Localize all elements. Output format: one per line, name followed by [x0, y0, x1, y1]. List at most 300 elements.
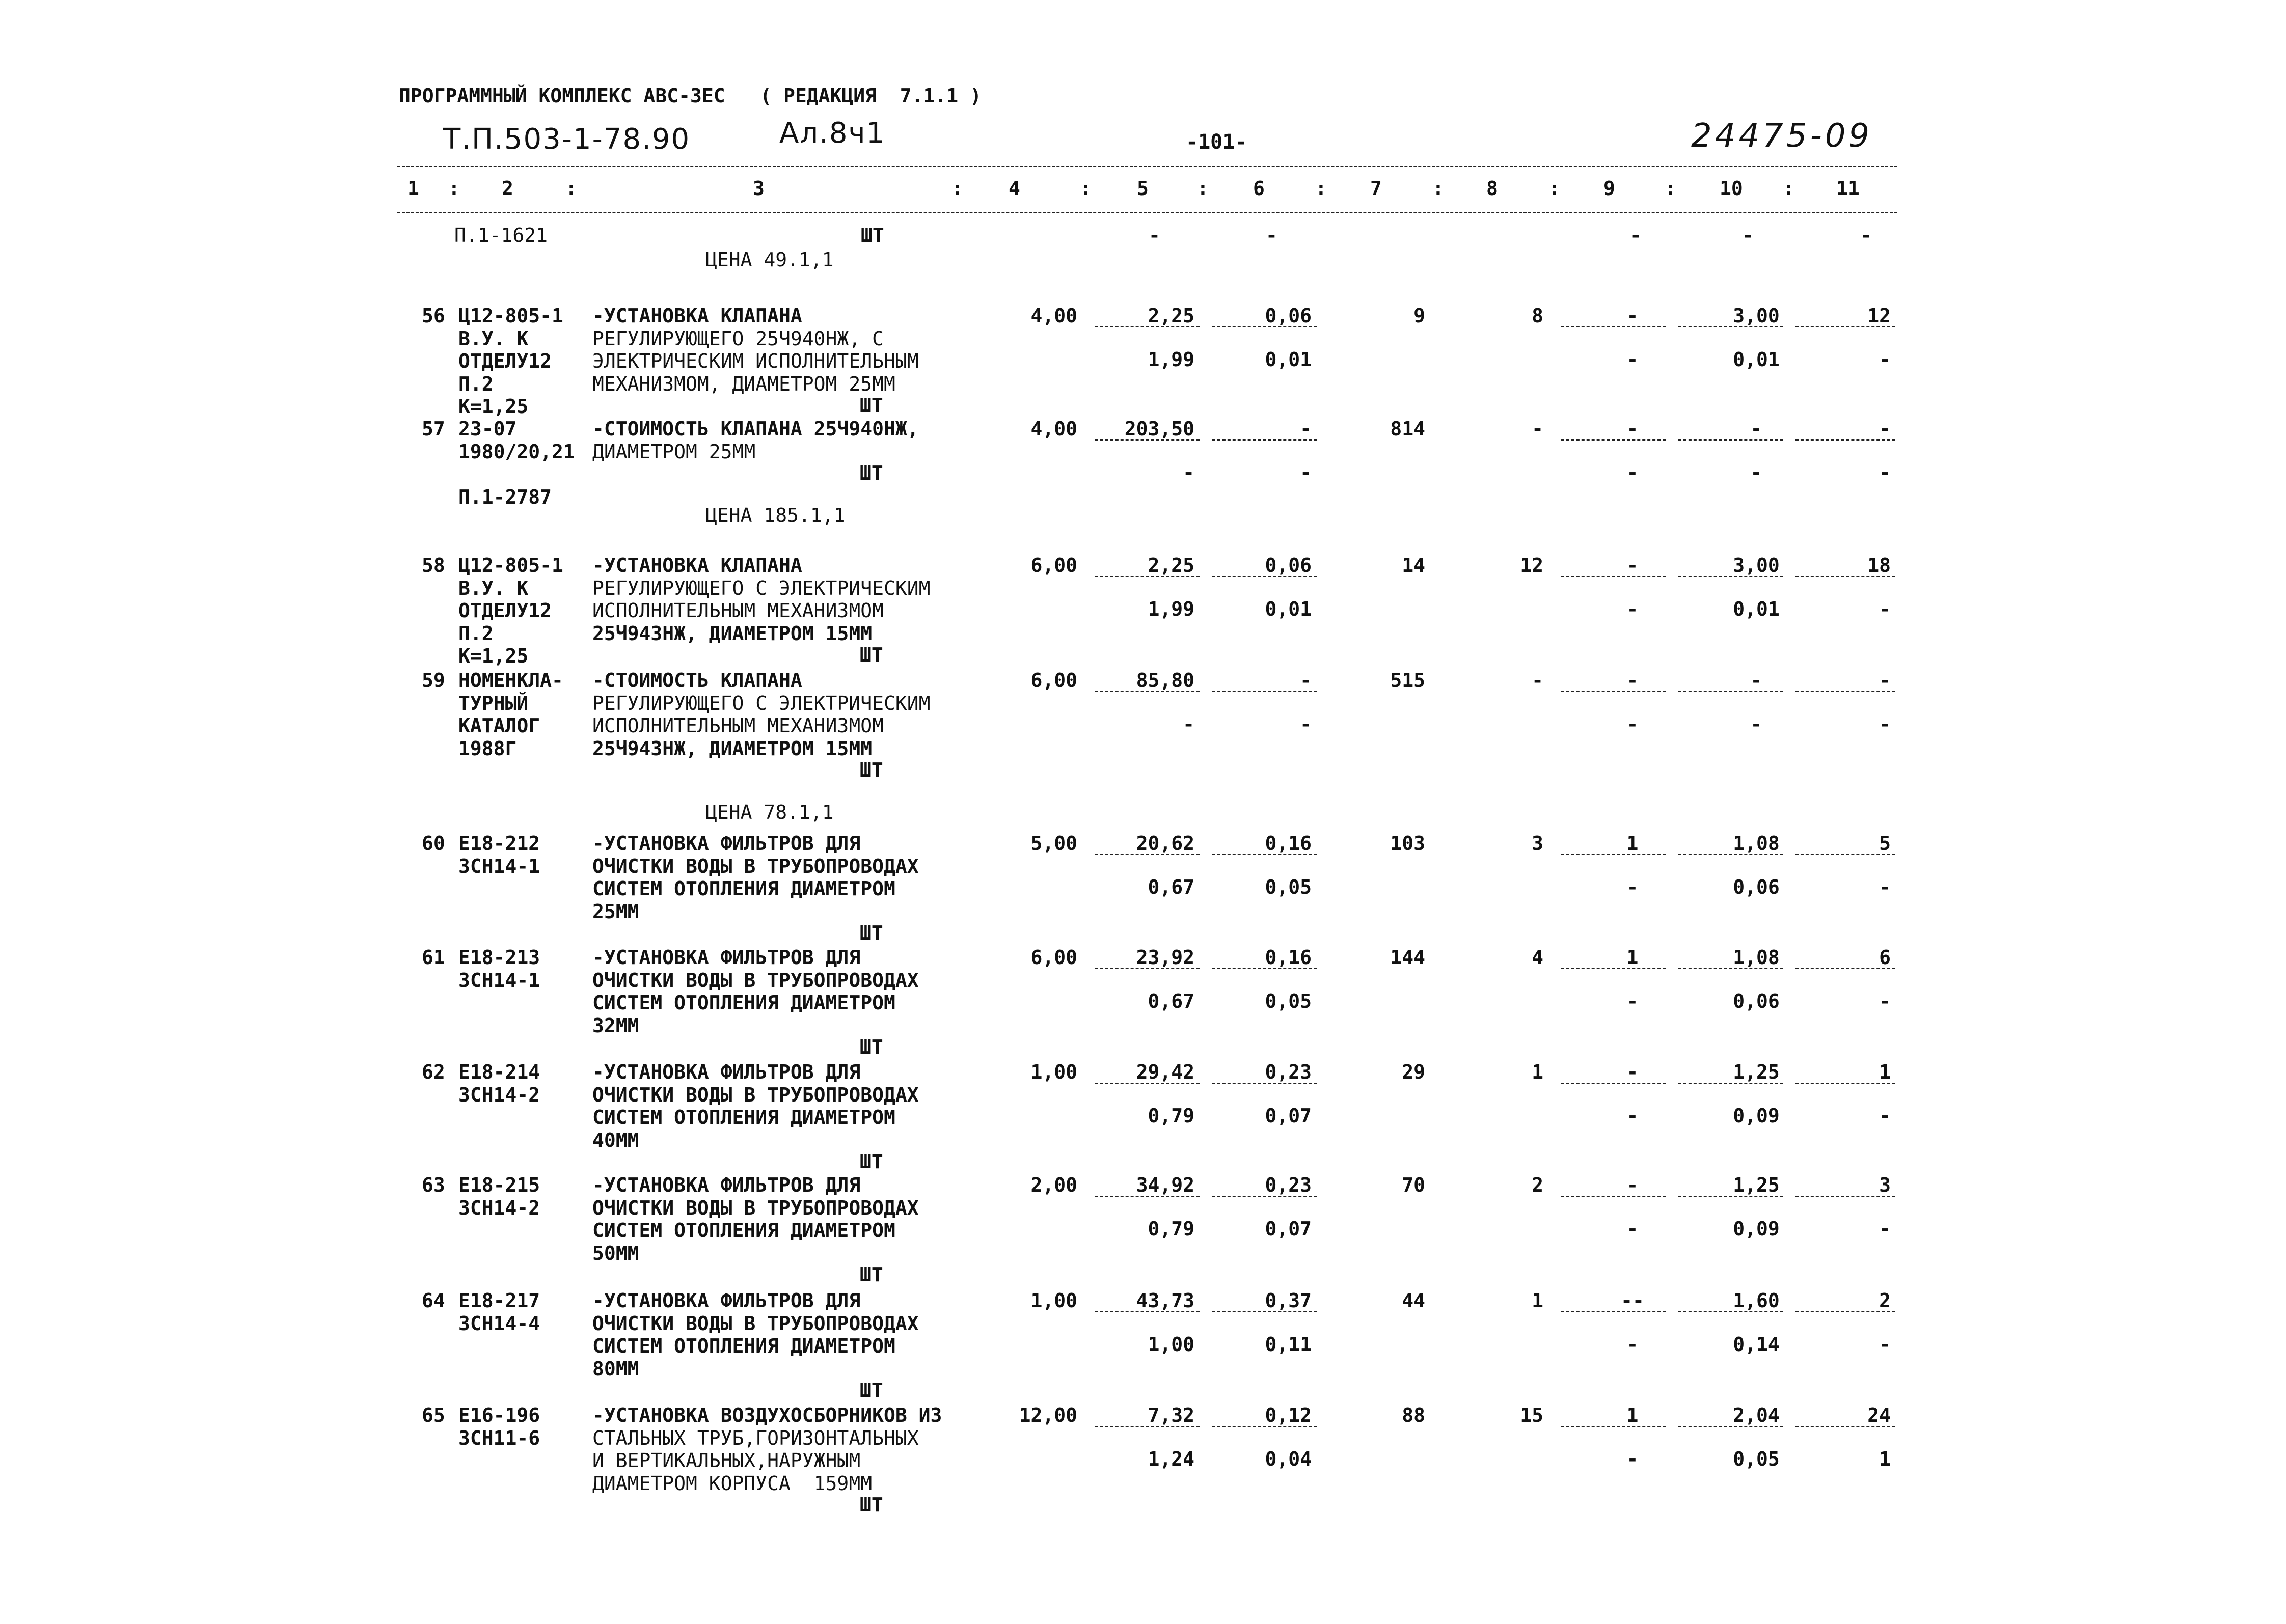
row-description-line: -УСТАНОВКА КЛАПАНА: [592, 305, 802, 327]
subcell-6: 0,05: [1265, 876, 1312, 898]
col-4: 4: [1009, 177, 1020, 200]
subtotal-rule: [1795, 854, 1895, 855]
subcell-11: -: [1879, 598, 1891, 620]
cell-4: 12,00: [1019, 1404, 1077, 1426]
subtotal-rule: [1095, 1426, 1200, 1427]
subcell-10: 0,06: [1733, 990, 1780, 1012]
cell-9: 1: [1626, 832, 1639, 855]
col-sep: :: [1432, 177, 1444, 200]
subtotal-rule: [1678, 968, 1783, 969]
row-unit: ШТ: [860, 1263, 883, 1286]
subcell-6: 0,07: [1265, 1105, 1312, 1127]
cell-11: -: [1879, 418, 1891, 440]
cell-4: 4,00: [1030, 418, 1077, 440]
subcell-10: 0,09: [1733, 1105, 1780, 1127]
cell-9: -: [1626, 1061, 1639, 1083]
subtotal-rule: [1795, 439, 1895, 441]
cell-8: 15: [1520, 1404, 1543, 1426]
subcell-6: -: [1300, 713, 1312, 735]
cell-6: 0,23: [1265, 1174, 1312, 1196]
row-unit: ШТ: [861, 224, 884, 246]
header-rule-bottom: [397, 212, 1897, 213]
subtotal-rule: [1795, 968, 1895, 969]
subtotal-rule: [1795, 1196, 1895, 1197]
cell-6: 0,12: [1265, 1404, 1312, 1426]
subcell-6: 0,01: [1265, 598, 1312, 620]
cell-10: -: [1750, 669, 1762, 692]
row-description-line: -УСТАНОВКА ФИЛЬТРОВ ДЛЯ: [592, 1289, 861, 1312]
page-number: -101-: [1186, 130, 1247, 154]
cell-10: -: [1750, 418, 1762, 440]
subcell-6: 0,01: [1265, 348, 1312, 371]
row-description-line: ИСПОЛНИТЕЛЬНЫМ МЕХАНИЗМОМ: [592, 599, 884, 622]
cell-11: 12: [1867, 305, 1891, 327]
subcell-5: 0,79: [1148, 1218, 1194, 1240]
cell-10: -: [1742, 224, 1754, 246]
subcell-9: -: [1626, 598, 1639, 620]
subtotal-rule: [1795, 691, 1895, 692]
row-code-line: КАТАЛОГ: [458, 714, 540, 737]
subcell-11: -: [1879, 990, 1891, 1012]
cell-7: 9: [1413, 305, 1425, 327]
subcell-6: -: [1300, 461, 1312, 484]
subcell-9: -: [1626, 1218, 1639, 1240]
cell-6: 0,16: [1265, 946, 1312, 969]
subtotal-rule: [1561, 691, 1666, 692]
row-description-line: СИСТЕМ ОТОПЛЕНИЯ ДИАМЕТРОМ: [592, 1106, 895, 1128]
cell-5: 2,25: [1148, 554, 1194, 576]
subtotal-rule: [1212, 691, 1317, 692]
row-unit: ШТ: [860, 1036, 883, 1058]
row-description-line: 25Ч943НЖ, ДИАМЕТРОМ 15ММ: [592, 622, 873, 645]
subcell-9: -: [1626, 461, 1639, 484]
col-5: 5: [1137, 177, 1149, 200]
cell-9: 1: [1626, 1404, 1639, 1426]
cell-9: -: [1626, 669, 1639, 692]
row-description-line: ЭЛЕКТРИЧЕСКИМ ИСПОЛНИТЕЛЬНЫМ: [592, 350, 919, 372]
cell-11: 24: [1867, 1404, 1891, 1426]
album-number: Ал.8ч1: [779, 117, 886, 150]
subcell-9: -: [1626, 1448, 1639, 1470]
cell-9: -: [1626, 554, 1639, 576]
cell-8: -: [1532, 669, 1543, 692]
subtotal-rule: [1795, 1083, 1895, 1084]
row-description-line: СИСТЕМ ОТОПЛЕНИЯ ДИАМЕТРОМ: [592, 992, 895, 1014]
col-sep: :: [951, 177, 963, 200]
row-code-line: ЗСН14-2: [458, 1083, 540, 1106]
row-description-line: -УСТАНОВКА ВОЗДУХОСБОРНИКОВ ИЗ: [592, 1404, 942, 1426]
subcell-6: 0,04: [1265, 1448, 1312, 1470]
col-sep: :: [1665, 177, 1676, 200]
cell-10: 3,00: [1733, 554, 1780, 576]
subtotal-rule: [1095, 968, 1200, 969]
subtotal-rule: [1095, 691, 1200, 692]
cell-11: -: [1860, 224, 1872, 246]
subcell-11: -: [1879, 1333, 1891, 1356]
row-description-line: ОЧИСТКИ ВОДЫ В ТРУБОПРОВОДАХ: [592, 1196, 919, 1219]
subcell-9: -: [1626, 348, 1639, 371]
cell-6: -: [1300, 418, 1312, 440]
row-number: 57: [422, 418, 445, 440]
row-description-line: -УСТАНОВКА ФИЛЬТРОВ ДЛЯ: [592, 1061, 861, 1083]
subcell-5: 1,99: [1148, 348, 1194, 371]
row-description-line: ИСПОЛНИТЕЛЬНЫМ МЕХАНИЗМОМ: [592, 714, 884, 737]
col-sep: :: [448, 177, 460, 200]
row-code-line: Е18-217: [458, 1289, 540, 1312]
cell-10: 1,08: [1733, 946, 1780, 969]
cell-10: 1,60: [1733, 1289, 1780, 1312]
row-code-line: Ц12-805-1: [458, 554, 563, 576]
row-description-line: -УСТАНОВКА ФИЛЬТРОВ ДЛЯ: [592, 946, 861, 969]
row-description-line: ДИАМЕТРОМ КОРПУСА 159ММ: [592, 1472, 873, 1495]
col-9: 9: [1603, 177, 1615, 200]
row-code: П.1-1621: [454, 224, 548, 246]
cell-10: 1,08: [1733, 832, 1780, 855]
row-description-line: ОЧИСТКИ ВОДЫ В ТРУБОПРОВОДАХ: [592, 1083, 919, 1106]
cell-6: 0,37: [1265, 1289, 1312, 1312]
row-number: 56: [422, 305, 445, 327]
subcell-9: -: [1626, 990, 1639, 1012]
subtotal-rule: [1212, 1196, 1317, 1197]
cell-7: 144: [1390, 946, 1425, 969]
subcell-5: 0,79: [1148, 1105, 1194, 1127]
subcell-10: 0,09: [1733, 1218, 1780, 1240]
row-description-line: 80ММ: [592, 1357, 639, 1380]
cell-5: 34,92: [1136, 1174, 1194, 1196]
subcell-6: 0,07: [1265, 1218, 1312, 1240]
cell-5: 2,25: [1148, 305, 1194, 327]
row-code-line: 1980/20,21: [458, 440, 575, 463]
subtotal-rule: [1678, 439, 1783, 441]
row-description-line: СИСТЕМ ОТОПЛЕНИЯ ДИАМЕТРОМ: [592, 1335, 895, 1357]
cell-7: 814: [1390, 418, 1425, 440]
subtotal-rule: [1212, 854, 1317, 855]
row-description-line: 32ММ: [592, 1014, 639, 1037]
subtotal-rule: [1212, 326, 1317, 327]
price-line: ЦЕНА 185.1,1: [705, 504, 846, 527]
subcell-11: -: [1879, 461, 1891, 484]
subcell-9: -: [1626, 876, 1639, 898]
row-description-line: И ВЕРТИКАЛЬНЫХ,НАРУЖНЫМ: [592, 1449, 861, 1472]
row-code-line: П.2: [458, 372, 494, 395]
row-code-line: Е18-215: [458, 1174, 540, 1196]
row-code-line: НОМЕНКЛА-: [458, 669, 563, 692]
cell-11: 1: [1879, 1061, 1891, 1083]
cell-7: 29: [1402, 1061, 1425, 1083]
cell-9: 1: [1626, 946, 1639, 969]
row-unit: ШТ: [860, 462, 883, 484]
subtotal-rule: [1678, 1426, 1783, 1427]
subcell-5: 1,24: [1148, 1448, 1194, 1470]
subtotal-rule: [1678, 326, 1783, 327]
cell-10: 1,25: [1733, 1061, 1780, 1083]
cell-9: -: [1626, 305, 1639, 327]
col-sep: :: [1080, 177, 1092, 200]
cell-8: 1: [1532, 1289, 1543, 1312]
cell-7: 88: [1402, 1404, 1425, 1426]
subtotal-rule: [1212, 439, 1317, 441]
cell-8: 12: [1520, 554, 1543, 576]
col-10: 10: [1720, 177, 1743, 200]
cell-7: 103: [1390, 832, 1425, 855]
subtotal-rule: [1212, 1083, 1317, 1084]
subtotal-rule: [1678, 1311, 1783, 1312]
row-description-line: СИСТЕМ ОТОПЛЕНИЯ ДИАМЕТРОМ: [592, 877, 895, 900]
row-description-line: 25Ч943НЖ, ДИАМЕТРОМ 15ММ: [592, 737, 873, 760]
cell-6: 0,06: [1265, 554, 1312, 576]
row-number: 61: [422, 946, 445, 969]
cell-10: 3,00: [1733, 305, 1780, 327]
row-code-line: П.1-2787: [458, 485, 552, 508]
cell-7: 70: [1402, 1174, 1425, 1196]
col-1: 1: [407, 177, 419, 200]
subtotal-rule: [1095, 1083, 1200, 1084]
cell-11: -: [1879, 669, 1891, 692]
cell-5: 43,73: [1136, 1289, 1194, 1312]
cell-4: 2,00: [1030, 1174, 1077, 1196]
row-code-line: K=1,25: [458, 395, 529, 418]
col-3: 3: [753, 177, 765, 200]
subtotal-rule: [1095, 326, 1200, 327]
cell-4: 6,00: [1030, 669, 1077, 692]
cell-11: 5: [1879, 832, 1891, 855]
cell-11: 18: [1867, 554, 1891, 576]
cell-8: 2: [1532, 1174, 1543, 1196]
row-description-line: 40ММ: [592, 1128, 639, 1151]
row-code-line: ОТДЕЛУ12: [458, 350, 552, 372]
row-unit: ШТ: [860, 1379, 883, 1401]
cell-6: 0,23: [1265, 1061, 1312, 1083]
cell-8: -: [1532, 418, 1543, 440]
row-description-line: ДИАМЕТРОМ 25ММ: [592, 440, 756, 463]
cell-4: 4,00: [1030, 305, 1077, 327]
cell-7: 44: [1402, 1289, 1425, 1312]
subcell-10: 0,06: [1733, 876, 1780, 898]
row-description-line: -СТОИМОСТЬ КЛАПАНА 25Ч940НЖ,: [592, 418, 919, 440]
subcell-6: 0,11: [1265, 1333, 1312, 1356]
cell-11: 2: [1879, 1289, 1891, 1312]
row-description-line: СИСТЕМ ОТОПЛЕНИЯ ДИАМЕТРОМ: [592, 1219, 895, 1242]
row-code-line: ЗСН11-6: [458, 1426, 540, 1449]
row-description-line: 50ММ: [592, 1242, 639, 1264]
subtotal-rule: [1678, 691, 1783, 692]
row-number: 58: [422, 554, 445, 576]
subcell-11: 1: [1879, 1448, 1891, 1470]
row-description-line: -СТОИМОСТЬ КЛАПАНА: [592, 669, 802, 692]
col-2: 2: [502, 177, 513, 200]
subcell-5: 1,99: [1148, 598, 1194, 620]
subtotal-rule: [1561, 1311, 1666, 1312]
subcell-11: -: [1879, 1218, 1891, 1240]
row-description-line: -УСТАНОВКА ФИЛЬТРОВ ДЛЯ: [592, 832, 861, 855]
program-title: ПРОГРАММНЫЙ КОМПЛЕКС АВС-ЗЕС ( РЕДАКЦИЯ 7.1.1 ): [399, 85, 982, 107]
col-sep: :: [1548, 177, 1560, 200]
cell-4: 6,00: [1030, 554, 1077, 576]
row-description-line: РЕГУЛИРУЮЩЕГО С ЭЛЕКТРИЧЕСКИМ: [592, 692, 931, 714]
subtotal-rule: [1561, 326, 1666, 327]
subtotal-rule: [1561, 1426, 1666, 1427]
row-description-line: -УСТАНОВКА КЛАПАНА: [592, 554, 802, 576]
row-code-line: ТУРНЫЙ: [458, 692, 529, 714]
col-sep: :: [1197, 177, 1209, 200]
row-number: 59: [422, 669, 445, 692]
row-code-line: Е18-212: [458, 832, 540, 855]
cell-4: 6,00: [1030, 946, 1077, 969]
price-line: ЦЕНА 78.1,1: [705, 801, 834, 823]
cell-9: --: [1621, 1289, 1644, 1312]
price-line: ЦЕНА 49.1,1: [705, 249, 834, 271]
row-code-line: ОТДЕЛУ12: [458, 599, 552, 622]
cell-9: -: [1626, 1174, 1639, 1196]
cell-8: 4: [1532, 946, 1543, 969]
col-sep: :: [565, 177, 577, 200]
cell-11: 6: [1879, 946, 1891, 969]
subcell-10: 0,14: [1733, 1333, 1780, 1356]
subtotal-rule: [1095, 576, 1200, 577]
subtotal-rule: [1561, 576, 1666, 577]
subtotal-rule: [1561, 1083, 1666, 1084]
subcell-10: -: [1750, 713, 1762, 735]
subtotal-rule: [1678, 576, 1783, 577]
subtotal-rule: [1678, 1196, 1783, 1197]
document-number: 24475-09: [1691, 117, 1873, 155]
row-code-line: Ц12-805-1: [458, 305, 563, 327]
row-code-line: ЗСН14-2: [458, 1196, 540, 1219]
subtotal-rule: [1095, 1311, 1200, 1312]
row-number: 62: [422, 1061, 445, 1083]
row-code-line: Е18-213: [458, 946, 540, 969]
cell-8: 3: [1532, 832, 1543, 855]
subcell-9: -: [1626, 1105, 1639, 1127]
cell-9: -: [1626, 418, 1639, 440]
subtotal-rule: [1795, 576, 1895, 577]
subtotal-rule: [1095, 854, 1200, 855]
subtotal-rule: [1561, 1196, 1666, 1197]
cell-4: 5,00: [1030, 832, 1077, 855]
row-description-line: РЕГУЛИРУЮЩЕГО 25Ч940НЖ, С: [592, 327, 884, 350]
row-code-line: ЗСН14-4: [458, 1312, 540, 1335]
subcell-10: 0,01: [1733, 598, 1780, 620]
cell-5: 7,32: [1148, 1404, 1194, 1426]
cell-5: 20,62: [1136, 832, 1194, 855]
subtotal-rule: [1561, 968, 1666, 969]
subtotal-rule: [1212, 576, 1317, 577]
subcell-9: -: [1626, 713, 1639, 735]
row-code-line: ЗСН14-1: [458, 969, 540, 992]
row-number: 64: [422, 1289, 445, 1312]
row-number: 60: [422, 832, 445, 855]
col-8: 8: [1486, 177, 1498, 200]
cell-5: 23,92: [1136, 946, 1194, 969]
subtotal-rule: [1095, 1196, 1200, 1197]
row-unit: ШТ: [860, 922, 883, 944]
row-code-line: В.У. К: [458, 327, 529, 350]
subcell-10: 0,01: [1733, 348, 1780, 371]
subcell-5: -: [1183, 713, 1194, 735]
row-number: 65: [422, 1404, 445, 1426]
cell-7: 14: [1402, 554, 1425, 576]
cell-6: 0,16: [1265, 832, 1312, 855]
cell-4: 1,00: [1030, 1289, 1077, 1312]
cell-6: 0,06: [1265, 305, 1312, 327]
row-description-line: ОЧИСТКИ ВОДЫ В ТРУБОПРОВОДАХ: [592, 1312, 919, 1335]
cell-11: 3: [1879, 1174, 1891, 1196]
subtotal-rule: [1095, 439, 1200, 441]
row-code-line: K=1,25: [458, 645, 529, 667]
subcell-10: 0,05: [1733, 1448, 1780, 1470]
subtotal-rule: [1212, 1311, 1317, 1312]
subcell-5: 0,67: [1148, 876, 1194, 898]
row-description-line: 25ММ: [592, 900, 639, 923]
subcell-6: 0,05: [1265, 990, 1312, 1012]
subcell-5: -: [1183, 461, 1194, 484]
subtotal-rule: [1795, 1311, 1895, 1312]
cell-6: -: [1300, 669, 1312, 692]
row-description-line: ОЧИСТКИ ВОДЫ В ТРУБОПРОВОДАХ: [592, 969, 919, 992]
row-unit: ШТ: [860, 1150, 883, 1173]
subcell-11: -: [1879, 713, 1891, 735]
subcell-11: -: [1879, 876, 1891, 898]
row-unit: ШТ: [860, 1494, 883, 1516]
cell-6: -: [1266, 224, 1277, 246]
col-sep: :: [1315, 177, 1327, 200]
subtotal-rule: [1795, 1426, 1895, 1427]
cell-10: 1,25: [1733, 1174, 1780, 1196]
col-sep: :: [1783, 177, 1794, 200]
col-11: 11: [1836, 177, 1860, 200]
row-code-line: В.У. К: [458, 576, 529, 599]
row-unit: ШТ: [860, 394, 883, 417]
col-6: 6: [1253, 177, 1265, 200]
subtotal-rule: [1561, 439, 1666, 441]
subcell-10: -: [1750, 461, 1762, 484]
col-7: 7: [1370, 177, 1382, 200]
row-code-line: Е18-214: [458, 1061, 540, 1083]
row-code-line: П.2: [458, 622, 494, 645]
row-description-line: СТАЛЬНЫХ ТРУБ,ГОРИЗОНТАЛЬНЫХ: [592, 1426, 919, 1449]
cell-8: 8: [1532, 305, 1543, 327]
row-code-line: 1988Г: [458, 737, 517, 760]
row-description-line: РЕГУЛИРУЮЩЕГО С ЭЛЕКТРИЧЕСКИМ: [592, 576, 931, 599]
cell-5: -: [1149, 224, 1160, 246]
cell-4: 1,00: [1030, 1061, 1077, 1083]
row-code-line: Е16-196: [458, 1404, 540, 1426]
row-unit: ШТ: [860, 759, 883, 781]
cell-8: 1: [1532, 1061, 1543, 1083]
cell-9: -: [1630, 224, 1642, 246]
header-rule-top: [397, 166, 1897, 167]
cell-5: 29,42: [1136, 1061, 1194, 1083]
subtotal-rule: [1678, 854, 1783, 855]
subcell-11: -: [1879, 348, 1891, 371]
subcell-5: 0,67: [1148, 990, 1194, 1012]
row-number: 63: [422, 1174, 445, 1196]
row-unit: ШТ: [860, 644, 883, 666]
subtotal-rule: [1212, 1426, 1317, 1427]
project-code: Т.П.503-1-78.90: [443, 123, 691, 156]
cell-5: 203,50: [1124, 418, 1194, 440]
cell-5: 85,80: [1136, 669, 1194, 692]
subcell-9: -: [1626, 1333, 1639, 1356]
subtotal-rule: [1212, 968, 1317, 969]
row-code-line: ЗСН14-1: [458, 855, 540, 877]
row-description-line: ОЧИСТКИ ВОДЫ В ТРУБОПРОВОДАХ: [592, 855, 919, 877]
row-description-line: МЕХАНИЗМОМ, ДИАМЕТРОМ 25ММ: [592, 372, 895, 395]
subtotal-rule: [1561, 854, 1666, 855]
cell-7: 515: [1390, 669, 1425, 692]
row-code-line: 23-07: [458, 418, 517, 440]
subtotal-rule: [1678, 1083, 1783, 1084]
